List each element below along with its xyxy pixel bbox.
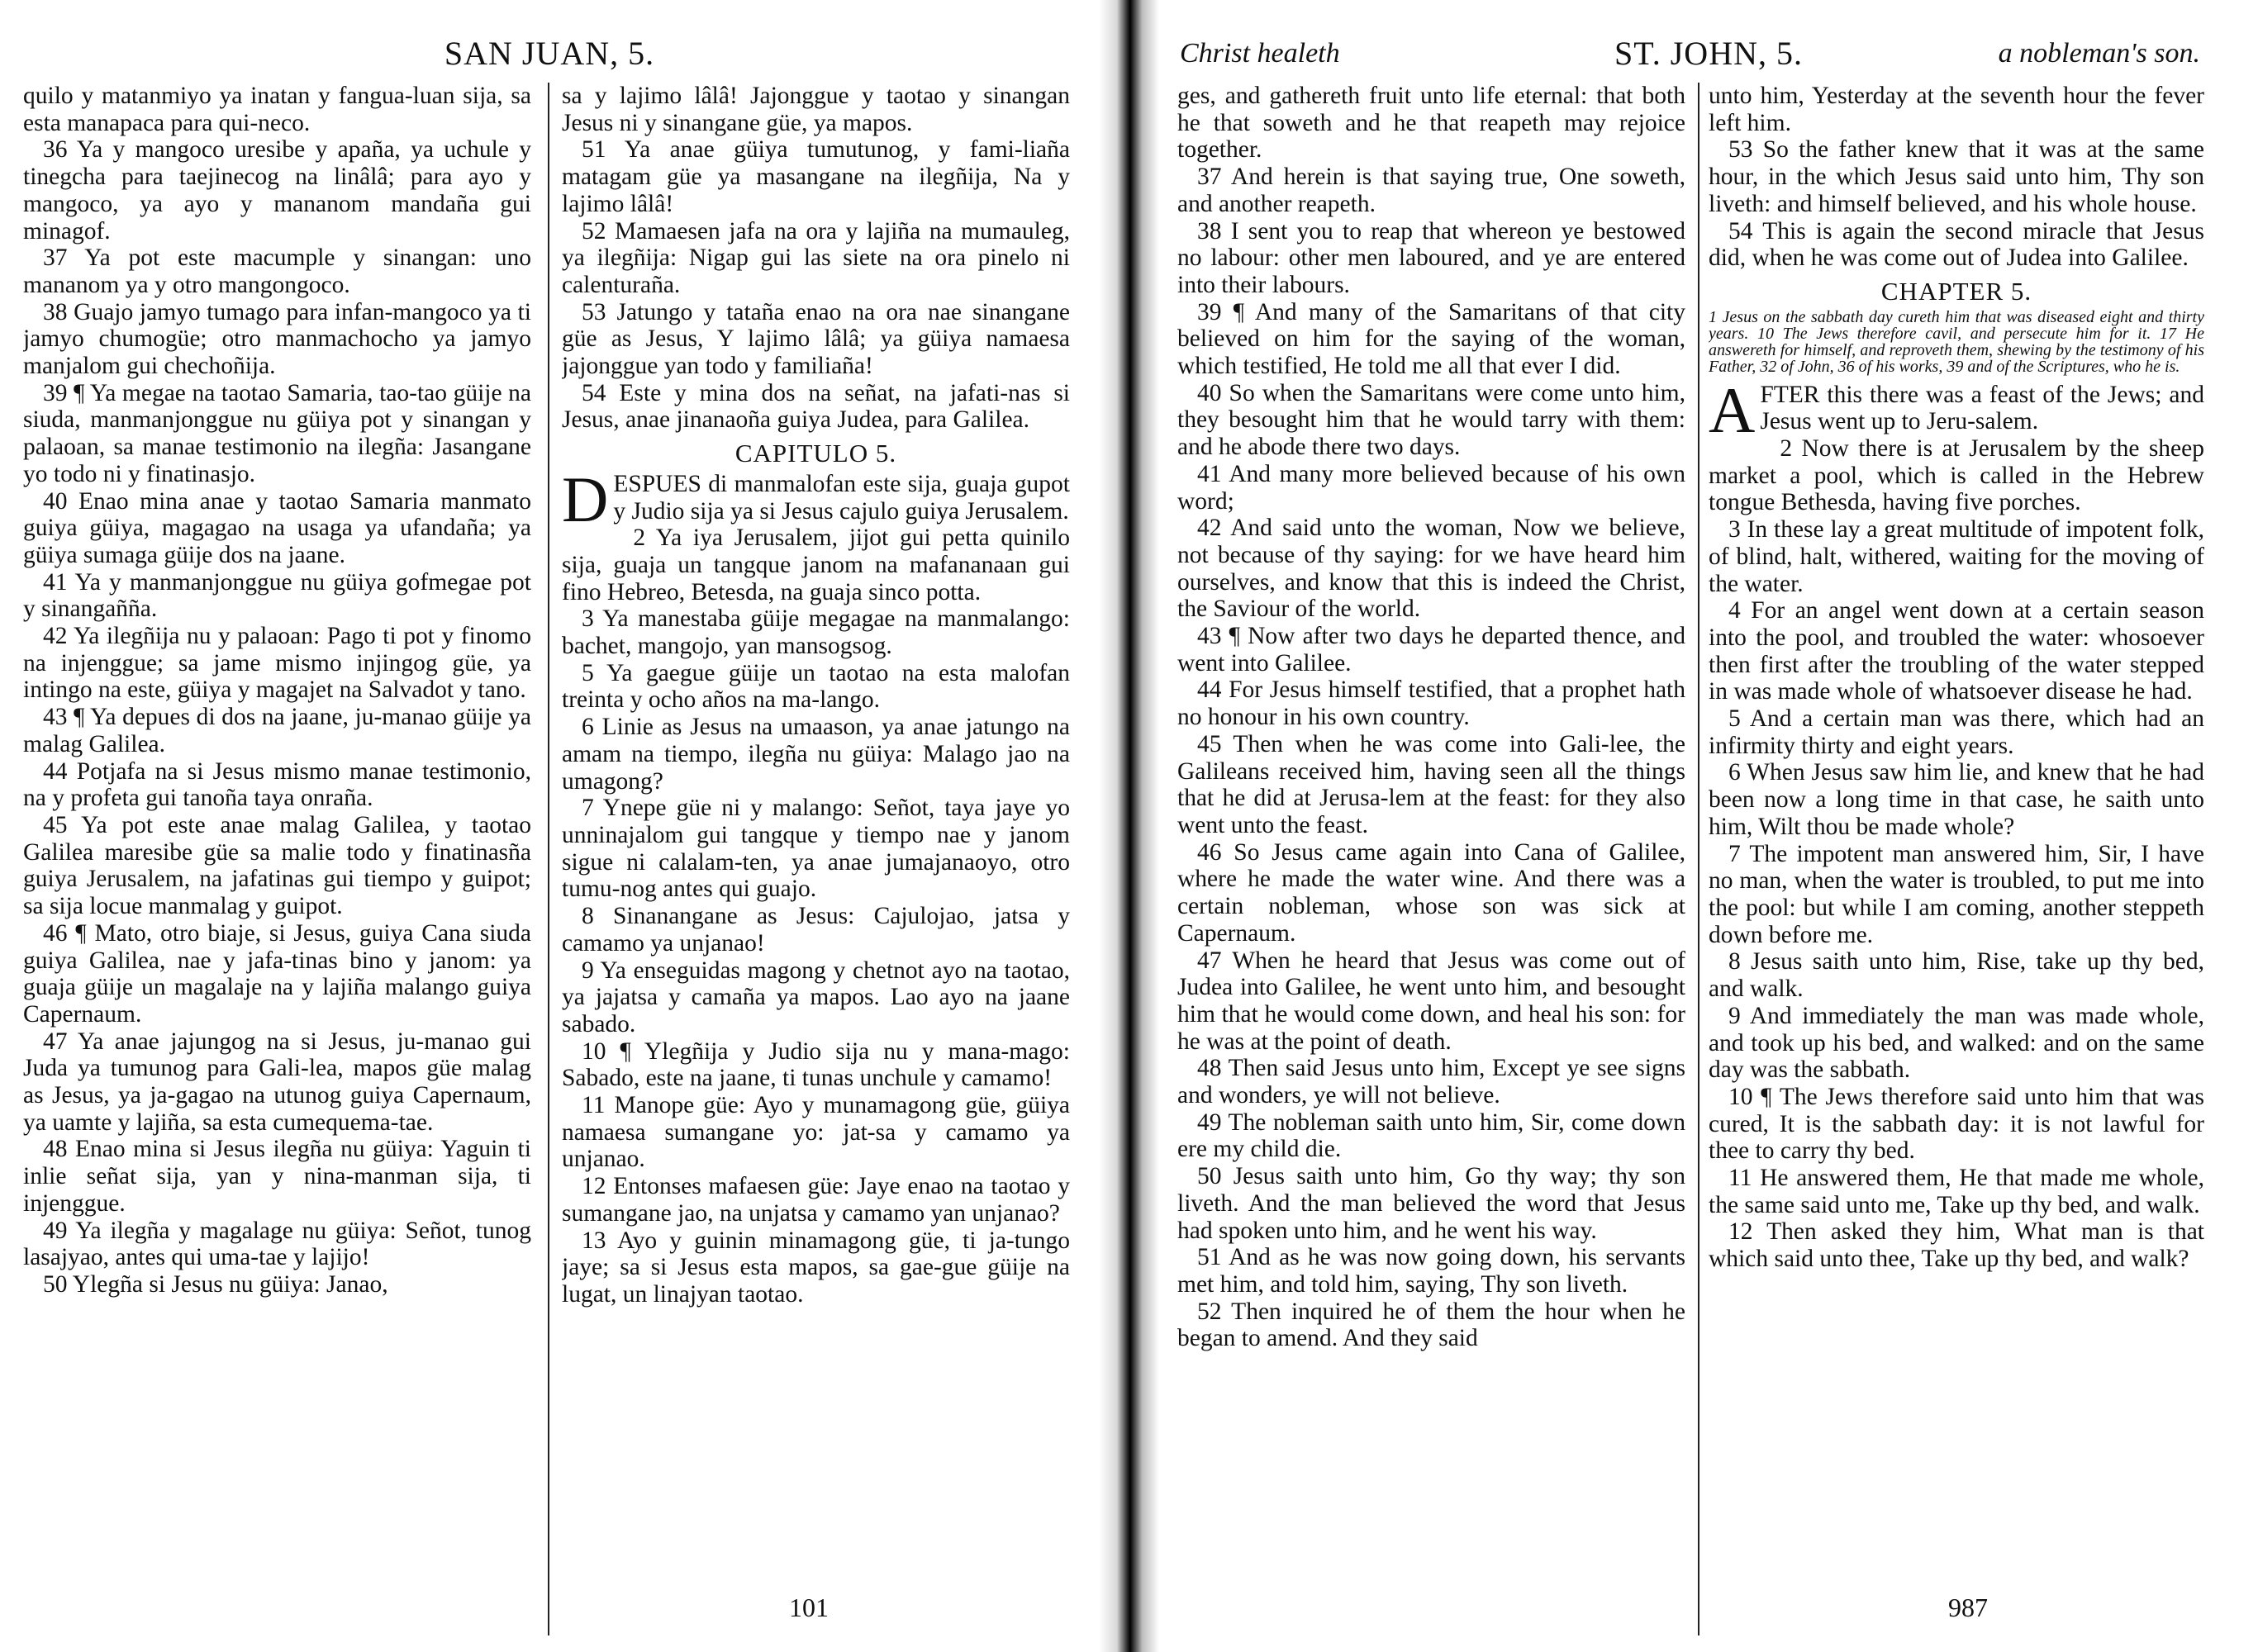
verse-paragraph: 50 Jesus saith unto him, Go thy way; thy son liveth. And the man believed the word that Jesus had spoken unto him, and he went his way. bbox=[1177, 1163, 1685, 1244]
verse-paragraph: 47 Ya anae jajungog na si Jesus, ju-manao gui Juda ya tumunog para Gali-lea, mapos güe malag as Jesus, ya ja-gagao na utunog guiya Capernaum, ya uamte y lajiña, sa esta cumequema-tae. bbox=[23, 1028, 531, 1136]
right-page bbox=[1159, 0, 2258, 1652]
verse-paragraph: sa y lajimo lâlâ! Jajonggue y taotao y sinangan Jesus ni y sinangane güe, ya mapos. bbox=[562, 83, 1070, 136]
verse-paragraph: quilo y matanmiyo ya inatan y fangua-luan sija, sa esta manapaca para qui-neco. bbox=[23, 83, 531, 136]
verse-paragraph: 42 Ya ilegñija nu y palaoan: Pago ti pot y finomo na injenggue; sa jame mismo injingog güe, ya intingo na este, güiya y magajet na Salvadot y tano. bbox=[23, 623, 531, 704]
verse-paragraph: 9 And immediately the man was made whole, and took up his bed, and walked: and on the same day was the sabbath. bbox=[1709, 1002, 2204, 1084]
verse-paragraph: 11 He answered them, He that made me whole, the same said unto me, Take up thy bed, and walk. bbox=[1709, 1165, 2204, 1218]
right-header-left: Christ healeth bbox=[1180, 38, 1340, 69]
verse-paragraph: 52 Mamaesen jafa na ora y lajiña na mumauleg, ya ilegñija: Nigap gui las siete na ora pinelo ni calenturaña. bbox=[562, 217, 1070, 298]
left-column-1 bbox=[23, 83, 531, 1602]
verse-paragraph: 45 Then when he was come into Gali-lee, the Galileans received him, having seen all the things that he did at Jerusa-lem at the feast: for they also went unto the feast. bbox=[1177, 730, 1685, 838]
verse-paragraph: 41 Ya y manmanjonggue nu güiya gofmegae pot y sinangañña. bbox=[23, 568, 531, 623]
verse-paragraph: 39 ¶ Ya megae na taotao Samaria, tao-tao güije na siuda, manmanjonggue nu güiya pot y sinangan y palaoan, sa manae testimonio na ilegña: Jasangane yo todo ni y finatinasjo. bbox=[23, 379, 531, 487]
verse-paragraph: 44 Potjafa na si Jesus mismo manae testimonio, na y profeta gui tanoña taya onraña. bbox=[23, 757, 531, 812]
verse-paragraph: unto him, Yesterday at the seventh hour the fever left him. bbox=[1709, 83, 2204, 136]
verse-paragraph: 51 Ya anae güiya tumutunog, y fami-liaña matagam güe ya masangane na ilegñija, Na y lajimo lâlâ! bbox=[562, 136, 1070, 217]
verse-paragraph: 54 Este y mina dos na señat, na jafati-nas si Jesus, anae jinanaoña guiya Judea, para Galilea. bbox=[562, 379, 1070, 434]
verse-paragraph: 40 Enao mina anae y taotao Samaria manmato guiya güiya, magagao na usaga ya ufandaña; ya güiya sumaga güije dos na jaane. bbox=[23, 487, 531, 568]
verse-paragraph: 42 And said unto the woman, Now we believe, not because of thy saying: for we have heard him ourselves, and know that this is indeed the Christ, the Saviour of the world. bbox=[1177, 515, 1685, 623]
verse-paragraph: 37 And herein is that saying true, One soweth, and another reapeth. bbox=[1177, 164, 1685, 217]
chapter-heading-capitulo: CAPITULO 5. bbox=[734, 439, 897, 468]
left-running-title: SAN JUAN, 5. bbox=[444, 35, 655, 72]
verse-paragraph: 49 The nobleman saith unto him, Sir, come down ere my child die. bbox=[1177, 1108, 1685, 1163]
verse-paragraph: 51 And as he was now going down, his servants met him, and told him, saying, Thy son liveth. bbox=[1177, 1244, 1685, 1298]
verse-paragraph: 43 ¶ Now after two days he departed thence, and went into Galilee. bbox=[1177, 623, 1685, 676]
verse-paragraph: 53 So the father knew that it was at the same hour, in the which Jesus said unto him, Thy son liveth: and himself believed, and his whole house. bbox=[1709, 136, 2204, 217]
verse-paragraph: 10 ¶ Ylegñija y Judio sija nu y mana-mago: Sabado, este na jaane, ti tunas unchule y camamo! bbox=[562, 1037, 1070, 1092]
verse-paragraph: 41 And many more believed because of his own word; bbox=[1177, 460, 1685, 515]
chapter-summary: 1 Jesus on the sabbath day cureth him that was diseased eight and thirty years. 10 The Jews therefore cavil, and persecute him for it. 17 He answereth for himself, and reproveth them, shewing by the testimony of his Father, 32 of John, 36 of his works, 39 and of the Scriptures, who he is. bbox=[1709, 307, 2204, 376]
right-column-2 bbox=[1709, 83, 2204, 1602]
verse-paragraph: ges, and gathereth fruit unto life eternal: that both he that soweth and he that reapeth may rejoice together. bbox=[1177, 83, 1685, 164]
verse-paragraph: 38 Guajo jamyo tumago para infan-mangoco ya ti jamyo chumogüe; otro manmachocho ya jamyo manjalom gui chechoñija. bbox=[23, 298, 531, 380]
left-column-rule bbox=[548, 83, 549, 1635]
verse-paragraph: 6 Linie as Jesus na umaason, ya anae jatungo na amam na tiempo, ilegña nu güiya: Malago jao na umagong? bbox=[562, 714, 1070, 795]
verse-paragraph: 43 ¶ Ya depues di dos na jaane, ju-manao güije ya malag Galilea. bbox=[23, 704, 531, 757]
right-page-header bbox=[1159, 33, 2258, 74]
verse-paragraph: 12 Entonses mafaesen güe: Jaye enao na taotao y sumangane jao, na unjatsa y camamo yan unjanao? bbox=[562, 1173, 1070, 1227]
verse-paragraph: 48 Then said Jesus unto him, Except ye see signs and wonders, ye will not believe. bbox=[1177, 1055, 1685, 1109]
verse-paragraph: 2 Now there is at Jerusalem by the sheep market a pool, which is called in the Hebrew tongue Bethesda, having five porches. bbox=[1709, 435, 2204, 516]
verse-paragraph: 7 The impotent man answered him, Sir, I have no man, when the water is troubled, to put me into the pool: but while I am coming, another steppeth down before me. bbox=[1709, 840, 2204, 948]
right-col2-verses-after bbox=[1709, 435, 2204, 1273]
left-col2-verses-before bbox=[562, 83, 1070, 434]
left-page bbox=[0, 0, 1099, 1652]
verse-paragraph: 48 Enao mina si Jesus ilegña nu güiya: Yaguin ti inlie señat sija, yan y nina-manman sija, ti injenggue. bbox=[23, 1136, 531, 1217]
verse-paragraph: 39 ¶ And many of the Samaritans of that city believed on him for the saying of the woman, which testified, He told me all that ever I did. bbox=[1177, 298, 1685, 380]
verse-paragraph: 8 Sinanangane as Jesus: Cajulojao, jatsa y camamo ya unjanao! bbox=[562, 903, 1070, 957]
verse-paragraph: 9 Ya enseguidas magong y chetnot ayo na taotao, ya jajatsa y camaña ya mapos. Lao ayo na jaane sabado. bbox=[562, 957, 1070, 1037]
verse-paragraph: 10 ¶ The Jews therefore said unto him that was cured, It is the sabbath day: it is not lawful for thee to carry thy bed. bbox=[1709, 1083, 2204, 1165]
verse-paragraph: 3 Ya manestaba güije megagae na manmalango: bachet, mangojo, yan mansogsog. bbox=[562, 605, 1070, 660]
right-column-rule bbox=[1698, 83, 1699, 1635]
verse-paragraph: 12 Then asked they him, What man is that which said unto thee, Take up thy bed, and walk? bbox=[1709, 1218, 2204, 1273]
verse-paragraph: 4 For an angel went down at a certain season into the pool, and troubled the water: whosoever then first after the troubling of the water stepped in was made whole of whatsoever disease he had. bbox=[1709, 597, 2204, 705]
verse-paragraph: 45 Ya pot este anae malag Galilea, y taotao Galilea maresibe güe sa malie todo y finatinasña guiya Jerusalem, na jafatinas gui tiempo y guipot; sa sija locue manmalag y guipot. bbox=[23, 811, 531, 920]
dropcap-a: A bbox=[1709, 373, 1756, 446]
left-col2-verses-after bbox=[562, 525, 1070, 1308]
verse-paragraph: 44 For Jesus himself testified, that a prophet hath no honour in his own country. bbox=[1177, 676, 1685, 731]
dropcap-d: D bbox=[562, 463, 609, 535]
first-verse-text-en: FTER this there was a feast of the Jews; and Jesus went up to Jeru-salem. bbox=[1760, 381, 2204, 435]
verse-paragraph: 54 This is again the second miracle that Jesus did, when he was come out of Judea into Galilee. bbox=[1709, 217, 2204, 272]
verse-paragraph: 8 Jesus saith unto him, Rise, take up thy bed, and walk. bbox=[1709, 948, 2204, 1003]
first-verse-capitulo bbox=[562, 463, 1070, 535]
right-header-right: a nobleman's son. bbox=[1998, 38, 2200, 69]
left-page-header bbox=[0, 33, 1099, 74]
verse-paragraph: 46 ¶ Mato, otro biaje, si Jesus, guiya Cana siuda guiya Galilea, nae y jafa-tinas bino y janom: ya guaja güije un magalaje na y lajiña malango guiya Capernaum. bbox=[23, 919, 531, 1028]
verse-paragraph: 38 I sent you to reap that whereon ye bestowed no labour: other men laboured, and ye are entered into their labours. bbox=[1177, 217, 1685, 298]
verse-paragraph: 47 When he heard that Jesus was come out of Judea into Galilee, he went unto him, and besought him that he would come down, and heal his son: for he was at the point of death. bbox=[1177, 947, 1685, 1055]
verse-paragraph: 13 Ayo y guinin minamagong güe, ti ja-tungo jaye; sa si Jesus esta mapos, sa gae-gue güije na lugat, un linajyan taotao. bbox=[562, 1227, 1070, 1308]
chapter-heading-english: CHAPTER 5. bbox=[1880, 276, 2032, 306]
right-running-title: ST. JOHN, 5. bbox=[1614, 35, 1803, 72]
verse-paragraph: 52 Then inquired he of them the hour when he began to amend. And they said bbox=[1177, 1298, 1685, 1352]
verse-paragraph: 36 Ya y mangoco uresibe y apaña, ya uchule y tinegcha para taejinecog na linâlâ; para ayo y mangoco, ya ayo y mananom mandaña gui minagof. bbox=[23, 136, 531, 244]
verse-paragraph: 49 Ya ilegña y magalage nu güiya: Señot, tunog lasajyao, antes qui uma-tae y lajijo! bbox=[23, 1217, 531, 1271]
first-verse-chapter bbox=[1709, 373, 2204, 446]
verse-paragraph: 53 Jatungo y tataña enao na ora nae sinangane güe as Jesus, Y lajimo lâlâ; ya güiya namaesa jajonggue yan todo y familiaña! bbox=[562, 298, 1070, 380]
verse-paragraph: 5 Ya gaegue güije un taotao na esta malofan treinta y ocho años na ma-lango. bbox=[562, 659, 1070, 714]
verse-paragraph: 50 Ylegña si Jesus nu güiya: Janao, bbox=[43, 1270, 388, 1298]
right-page-number: 987 bbox=[1948, 1593, 1988, 1622]
first-verse-text: ESPUES di manmalofan este sija, guaja gupot y Judio sija ya si Jesus cajulo guiya Jerusalem. bbox=[613, 470, 1070, 525]
verse-paragraph: 6 When Jesus saw him lie, and knew that he had been now a long time in that case, he saith unto him, Wilt thou be made whole? bbox=[1709, 759, 2204, 840]
right-column-1 bbox=[1177, 83, 1685, 1602]
left-column-2 bbox=[562, 83, 1070, 1602]
verse-paragraph: 2 Ya iya Jerusalem, jijot gui petta quinilo sija, guaja un tangque janom na mafananaan gui fino Hebreo, Betesda, na guaja sinco potta. bbox=[562, 525, 1070, 605]
left-page-number: 101 bbox=[789, 1593, 829, 1622]
verse-paragraph: 3 In these lay a great multitude of impotent folk, of blind, halt, withered, waiting for the moving of the water. bbox=[1709, 516, 2204, 597]
book-gutter bbox=[1099, 0, 1159, 1652]
verse-paragraph: 7 Ynepe güe ni y malango: Señot, taya jaye yo unninajalom gui tangque y tiempo nae y janom sigue ni calalam-ten, ya anae jumajanaoyo, otro tumu-nog antes qui guajo. bbox=[562, 795, 1070, 903]
verse-paragraph: 37 Ya pot este macumple y sinangan: uno mananom ya y otro mangongoco. bbox=[23, 244, 531, 298]
verse-paragraph: 40 So when the Samaritans were come unto him, they besought him that he would tarry with them: and he abode there two days. bbox=[1177, 379, 1685, 461]
verse-paragraph: 46 So Jesus came again into Cana of Galilee, where he made the water wine. And there was a certain nobleman, whose son was sick at Capernaum. bbox=[1177, 838, 1685, 947]
right-col2-verses-before bbox=[1709, 83, 2204, 272]
verse-paragraph: 11 Manope güe: Ayo y munamagong güe, güiya namaesa sumangane yo: jat-sa y camamo ya unjanao. bbox=[562, 1092, 1070, 1173]
verse-paragraph: 5 And a certain man was there, which had an infirmity thirty and eight years. bbox=[1709, 705, 2204, 759]
